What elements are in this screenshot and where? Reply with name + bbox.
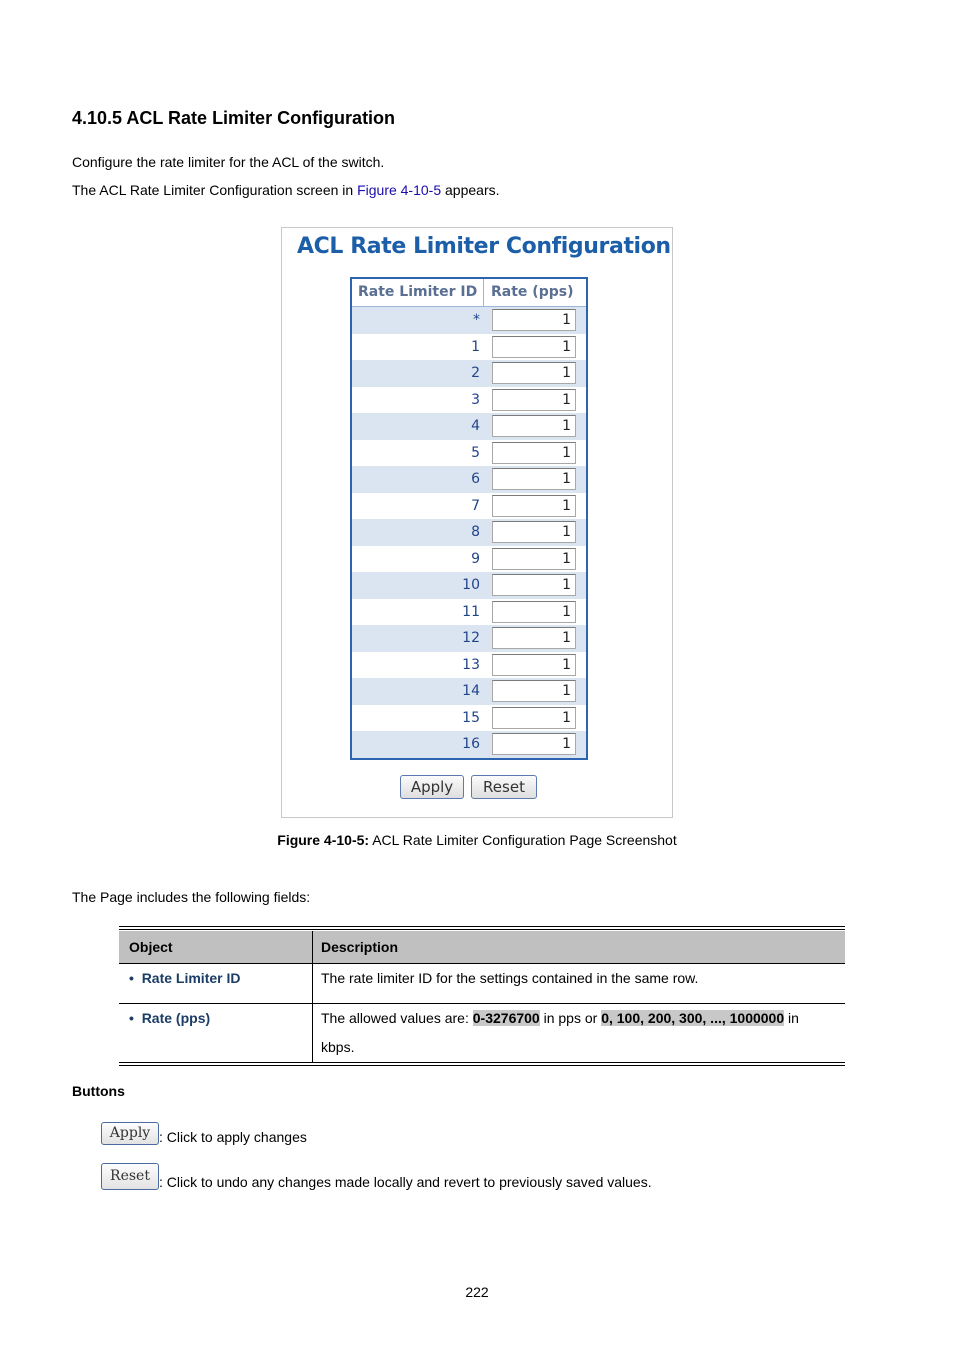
rate-limiter-id-cell: 9 [471, 550, 480, 567]
rate-limiter-id-cell: 10 [462, 577, 480, 594]
figure-link[interactable]: Figure 4-10-5 [357, 182, 442, 198]
table-row [352, 413, 586, 440]
rate-limiter-id-cell: 11 [462, 603, 480, 620]
rate-limiter-id-cell: 4 [471, 418, 480, 435]
object-rate: Rate (pps) [141, 1010, 211, 1026]
rate-limiter-id-cell: 7 [471, 497, 480, 514]
table-row [352, 705, 586, 732]
object-cell: • Rate (pps) [119, 1004, 313, 1062]
rate-input[interactable]: 1 [492, 707, 576, 729]
table-row [352, 466, 586, 493]
rate-input[interactable]: 1 [492, 680, 576, 702]
rate-input[interactable]: 1 [492, 336, 576, 358]
reset-explanation [101, 1163, 652, 1190]
reset-button-sample: Reset [101, 1163, 159, 1190]
table-row [352, 572, 586, 599]
header-object: Object [119, 931, 313, 963]
highlight-kbps-range: 0, 100, 200, 300, ..., 1000000 [601, 1010, 785, 1026]
rate-limiter-table-header [352, 279, 586, 307]
fields-intro: The Page includes the following fields: [72, 889, 311, 905]
figure-reference-text [72, 182, 500, 198]
reset-explanation-text: : Click to undo any changes made locally and revert to previously saved values. [159, 1174, 652, 1190]
apply-button[interactable]: Apply [400, 775, 464, 799]
rate-input[interactable]: 1 [492, 733, 576, 755]
rate-limiter-id-cell: 6 [471, 471, 480, 488]
description-cell: The rate limiter ID for the settings contained in the same row. [321, 970, 699, 986]
object-rate-limiter-id: Rate Limiter ID [141, 970, 241, 986]
rate-limiter-id-cell: 1 [471, 338, 480, 355]
description-line-1 [321, 1010, 845, 1026]
table-row [352, 599, 586, 626]
table-row [119, 964, 845, 1004]
intro-text: Configure the rate limiter for the ACL of the switch. [72, 154, 385, 170]
rate-limiter-id-cell: 5 [471, 444, 480, 461]
screenshot-title: ACL Rate Limiter Configuration [297, 234, 671, 259]
rate-input[interactable]: 1 [492, 442, 576, 464]
reset-button[interactable]: Reset [471, 775, 537, 799]
object-cell: • Rate Limiter ID [119, 964, 313, 1003]
table-row [352, 519, 586, 546]
page-number: 222 [465, 1284, 489, 1300]
column-header-rate: Rate (pps) [491, 284, 574, 300]
appears-after: appears. [441, 182, 500, 198]
rate-limiter-table-body [352, 307, 586, 758]
table-row [352, 652, 586, 679]
table-row [352, 334, 586, 361]
rate-input[interactable]: 1 [492, 654, 576, 676]
rate-input[interactable]: 1 [492, 309, 576, 331]
rate-limiter-id-cell: 12 [462, 630, 480, 647]
rate-input[interactable]: 1 [492, 362, 576, 384]
appears-before: The ACL Rate Limiter Configuration screen in [72, 182, 358, 198]
section-heading: 4.10.5 ACL Rate Limiter Configuration [72, 108, 396, 128]
table-row [119, 1004, 845, 1062]
table-row [352, 493, 586, 520]
header-description: Description [321, 939, 399, 955]
fields-table-header [119, 931, 845, 964]
rate-limiter-id-cell: * [473, 312, 480, 329]
rate-limiter-id-cell: 2 [471, 365, 480, 382]
rate-limiter-id-cell: 8 [471, 524, 480, 541]
table-row [352, 731, 586, 758]
rate-input[interactable]: 1 [492, 495, 576, 517]
apply-explanation-text: : Click to apply changes [159, 1129, 307, 1145]
table-top-rule [119, 926, 845, 930]
buttons-label: Buttons [72, 1083, 125, 1099]
screenshot-frame [281, 227, 673, 818]
table-row [352, 625, 586, 652]
rate-input[interactable]: 1 [492, 574, 576, 596]
rate-input[interactable]: 1 [492, 468, 576, 490]
rate-limiter-id-cell: 13 [462, 656, 480, 673]
table-bottom-rule [119, 1062, 845, 1066]
fields-table [119, 926, 845, 1066]
table-row [352, 387, 586, 414]
rate-input[interactable]: 1 [492, 521, 576, 543]
figure-caption [0, 832, 954, 848]
rate-input[interactable]: 1 [492, 415, 576, 437]
rate-limiter-id-cell: 16 [462, 736, 480, 753]
desc-suffix: in [784, 1010, 799, 1026]
column-header-rate-limiter-id: Rate Limiter ID [352, 279, 484, 306]
table-row [352, 440, 586, 467]
desc-prefix: The allowed values are: [321, 1010, 473, 1026]
rate-input[interactable]: 1 [492, 601, 576, 623]
apply-button-sample: Apply [101, 1122, 159, 1145]
rate-limiter-table [350, 277, 588, 760]
rate-input[interactable]: 1 [492, 389, 576, 411]
table-row [352, 360, 586, 387]
desc-mid: in pps or [539, 1010, 602, 1026]
rate-limiter-id-cell: 15 [462, 709, 480, 726]
description-line-2: kbps. [321, 1039, 355, 1055]
table-row [352, 546, 586, 573]
table-row [352, 678, 586, 705]
caption-label: Figure 4-10-5: [277, 832, 370, 848]
rate-limiter-id-cell: 3 [471, 391, 480, 408]
rate-input[interactable]: 1 [492, 627, 576, 649]
rate-limiter-id-cell: 14 [462, 683, 480, 700]
rate-input[interactable]: 1 [492, 548, 576, 570]
apply-explanation [101, 1122, 307, 1145]
table-row [352, 307, 586, 334]
highlight-pps-range: 0-3276700 [472, 1010, 540, 1026]
description-cell [313, 1004, 845, 1062]
caption-text: ACL Rate Limiter Configuration Page Screenshot [369, 832, 677, 848]
